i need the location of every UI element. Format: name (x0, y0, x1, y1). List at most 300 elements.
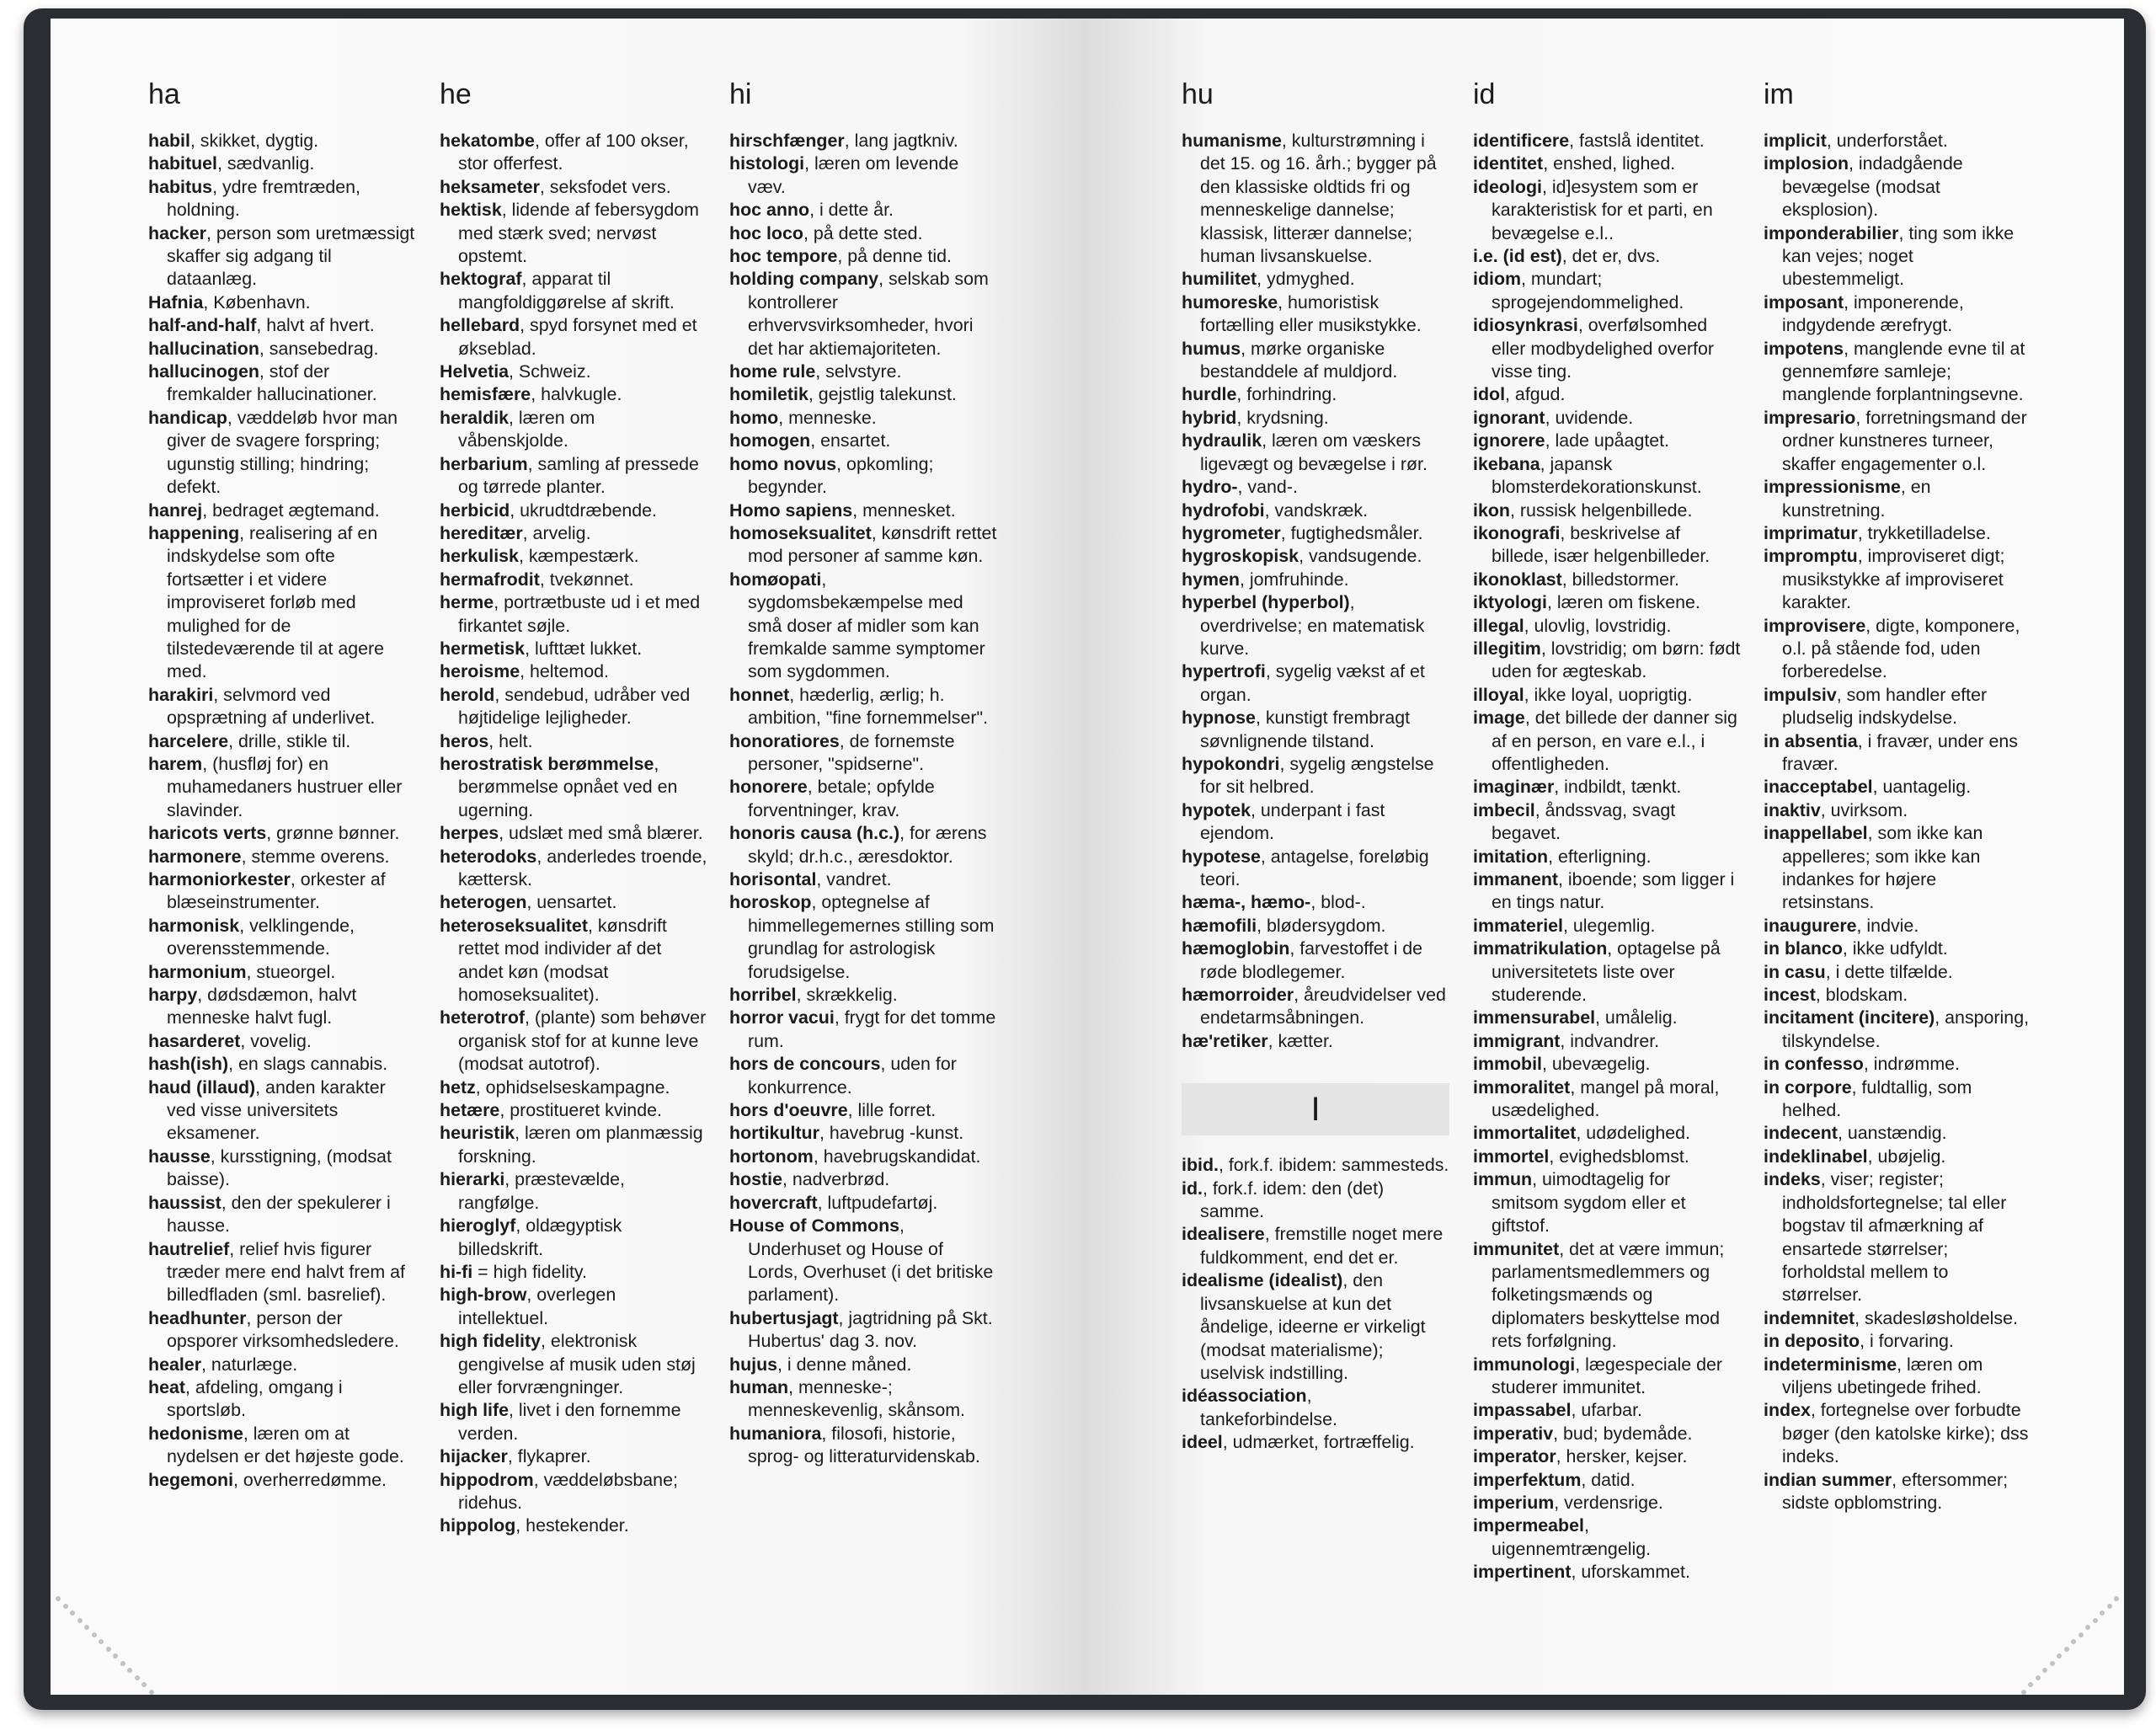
entry-term: illegitim (1473, 638, 1541, 659)
entry-term: hujus (729, 1354, 778, 1375)
entry-list (1473, 130, 1741, 1584)
entry-definition: , en slags cannabis. (228, 1054, 388, 1075)
dictionary-entry (1182, 846, 1449, 892)
entry-term: inaugurere (1764, 915, 1857, 936)
entry-definition: , digte, komponere, o.l. på stående fod, uden forberedelse. (1782, 615, 2020, 682)
entry-definition: , ubøjelig. (1867, 1146, 1946, 1167)
stitch-dot (2042, 1668, 2047, 1673)
dictionary-entry (1764, 937, 2031, 960)
entry-term: indemnitet (1764, 1307, 1855, 1328)
entry-definition: , vandsugende. (1299, 546, 1422, 567)
entry-definition: , datid. (1581, 1469, 1636, 1490)
dictionary-entry (148, 822, 416, 845)
dictionary-entry (1764, 476, 2031, 522)
dictionary-entry (1764, 152, 2031, 222)
entry-definition: , orkester af blæseinstrumenter. (167, 869, 386, 913)
dictionary-entry (440, 407, 707, 453)
dictionary-entry (1182, 1030, 1449, 1053)
entry-term: identificere (1473, 131, 1570, 151)
entry-term: human (729, 1376, 789, 1397)
dictionary-entry (1473, 707, 1741, 776)
entry-term: index (1764, 1400, 1811, 1421)
dictionary-entry (1182, 338, 1449, 384)
entry-term: herbicid (440, 499, 510, 521)
entry-definition: , læren om levende væv. (748, 153, 959, 197)
entry-definition: , åndssvag, svagt begavet. (1492, 799, 1676, 844)
dictionary-entry (1182, 660, 1449, 707)
entry-term: handicap (148, 407, 227, 428)
entry-term: honoratiores (729, 730, 840, 751)
entry-definition: , fork.f. idem: den (det) samme. (1200, 1178, 1385, 1222)
dictionary-entry (1764, 1076, 2031, 1123)
entry-definition: , sygelig ængstelse for sit helbred. (1200, 753, 1434, 798)
entry-term: immobil (1473, 1054, 1543, 1075)
entry-term: hortikultur (729, 1123, 819, 1144)
dictionary-entry (1182, 1178, 1449, 1224)
entry-term: hæ'retiker (1182, 1030, 1268, 1051)
entry-definition: , stueorgel. (246, 961, 336, 982)
left-page (51, 19, 1085, 1695)
entry-term: hi-fi (440, 1261, 473, 1282)
dictionary-entry (1764, 822, 2031, 915)
entry-term: humilitet (1182, 269, 1257, 290)
entry-definition: , ukrudtdræbende. (510, 499, 658, 521)
entry-term: imprimatur (1764, 522, 1858, 543)
entry-term: ideel (1182, 1432, 1223, 1453)
dictionary-entry (1473, 1122, 1741, 1145)
dictionary-entry (148, 1146, 416, 1192)
entry-definition: , ulegemlig. (1563, 915, 1656, 936)
dictionary-entry (440, 730, 707, 753)
entry-definition: , imponerende, indgydende ærefrygt. (1782, 291, 1964, 336)
entry-term: hallucination (148, 338, 259, 359)
entry-definition: , billedstormer. (1561, 569, 1679, 590)
dictionary-entry (1764, 1330, 2031, 1353)
dictionary-entry (148, 961, 416, 984)
dictionary-entry (1473, 1354, 1741, 1400)
dictionary-entry (729, 984, 997, 1007)
entry-term: hostie (729, 1169, 782, 1190)
entry-definition: , ikke loyal, uoprigtig. (1524, 684, 1693, 705)
entry-list (148, 130, 416, 1492)
entry-definition: , japansk blomsterdekorationskunst. (1492, 453, 1702, 498)
dictionary-entry (1473, 1469, 1741, 1492)
dictionary-entry (148, 152, 416, 175)
entry-term: humaniora (729, 1423, 822, 1444)
entry-definition: , læren om viljens ubetingede frihed. (1782, 1354, 1983, 1397)
entry-definition: , Underhuset og House of Lords, Overhuset (i det britiske parlament). (748, 1215, 994, 1306)
entry-definition: , åreudvidelser ved endetarmsåbningen. (1200, 985, 1446, 1028)
entry-definition: , farvestoffet i de røde blodlegemer. (1200, 938, 1423, 982)
entry-definition: , skadesløsholdelse. (1854, 1307, 2018, 1328)
dictionary-entry (729, 499, 997, 522)
right-page (1085, 19, 2124, 1695)
entry-definition: , hersker, kejser. (1556, 1446, 1688, 1467)
dictionary-entry (1182, 915, 1449, 937)
dictionary-entry (440, 1122, 707, 1168)
entry-term: ignorere (1473, 430, 1545, 451)
dictionary-entry (1473, 1561, 1741, 1584)
dictionary-entry (1473, 152, 1741, 175)
entry-definition: , seksfodet vers. (539, 176, 671, 197)
entry-term: hæmoglobin (1182, 938, 1290, 959)
dictionary-entry (440, 846, 707, 892)
entry-term: homo novus (729, 453, 837, 474)
entry-term: ikonoklast (1473, 569, 1562, 590)
entry-definition: , læren om fiskene. (1546, 592, 1700, 613)
stitch-dot (127, 1668, 132, 1673)
entry-definition: , i dette år. (809, 200, 894, 221)
entry-term: immun (1473, 1169, 1533, 1190)
entry-definition: , blodskam. (1815, 985, 1908, 1006)
entry-list (1182, 130, 1449, 1053)
entry-term: hydro- (1182, 477, 1238, 498)
dictionary-entry (440, 591, 707, 638)
entry-definition: , menneske. (778, 407, 877, 428)
entry-term: ikebana (1473, 453, 1540, 474)
stitch-dot (92, 1632, 97, 1637)
entry-term: identitet (1473, 153, 1544, 174)
entry-definition: , indrømme. (1863, 1054, 1960, 1075)
dictionary-entry (440, 684, 707, 730)
entry-term: honnet (729, 684, 790, 705)
entry-term: harakiri (148, 684, 214, 705)
dictionary-entry (729, 569, 997, 684)
dictionary-entry (1182, 407, 1449, 430)
entry-definition: , menneske-; menneskevenlig, skånsom. (748, 1376, 966, 1421)
dictionary-entry (148, 1076, 416, 1146)
dictionary-entry (440, 1099, 707, 1122)
column-hi (729, 77, 997, 1469)
entry-term: hæmofili (1182, 915, 1257, 936)
entry-definition: , vandskræk. (1264, 499, 1369, 521)
entry-term: hygroskopisk (1182, 546, 1299, 567)
entry-definition: , i fravær, under ens fravær. (1782, 730, 2018, 774)
dictionary-entry (1473, 268, 1741, 314)
dictionary-entry (148, 1307, 416, 1354)
entry-term: inacceptabel (1764, 777, 1873, 798)
entry-term: ikon (1473, 499, 1510, 521)
dictionary-entry (1182, 1269, 1449, 1385)
entry-term: imaginær (1473, 777, 1555, 798)
entry-definition: , udslæt med små blærer. (499, 823, 703, 844)
entry-definition: , kæmpestærk. (518, 546, 639, 567)
dictionary-entry (1182, 430, 1449, 476)
dictionary-entry (148, 1354, 416, 1376)
entry-term: home rule (729, 361, 816, 382)
dictionary-entry (1182, 383, 1449, 406)
dictionary-entry (1182, 1431, 1449, 1454)
entry-definition: , væddeløbsbane; ridehus. (458, 1469, 678, 1513)
entry-definition: , vandret. (816, 869, 892, 889)
dictionary-entry (1182, 753, 1449, 799)
entry-term: Hafnia (148, 291, 204, 312)
dictionary-entry (440, 361, 707, 383)
entry-definition: , afdeling, omgang i sportsløb. (167, 1376, 343, 1421)
entry-definition: , uforskammet. (1571, 1562, 1690, 1583)
stitch-dot (70, 1610, 75, 1616)
dictionary-entry (440, 915, 707, 1007)
dictionary-entry (1764, 130, 2031, 152)
dictionary-entry (1473, 569, 1741, 591)
dictionary-entry (1764, 1399, 2031, 1468)
entry-term: herpes (440, 823, 499, 844)
entry-definition: , fremstille noget mere fuldkomment, end det er. (1200, 1224, 1444, 1268)
entry-term: hellebard (440, 315, 520, 336)
entry-term: inappellabel (1764, 823, 1868, 844)
entry-definition: , id]esystem som er karakteristisk for et parti, en bevægelse e.l.. (1492, 176, 1713, 243)
dictionary-entry (440, 453, 707, 499)
entry-term: imperium (1473, 1492, 1555, 1513)
entry-definition: , selvmord ved opsprætning af underlivet. (167, 684, 376, 729)
entry-term: humanisme (1182, 131, 1282, 151)
entry-term: herme (440, 592, 494, 613)
dictionary-entry (1473, 1423, 1741, 1445)
dictionary-entry (729, 776, 997, 822)
entry-term: high-brow (440, 1285, 527, 1306)
dictionary-entry (148, 1238, 416, 1307)
entry-definition: , luftpudefartøj. (817, 1192, 938, 1213)
entry-definition: , ikke udfyldt. (1842, 938, 1948, 959)
entry-term: immanent (1473, 869, 1559, 889)
entry-term: imperfektum (1473, 1469, 1582, 1490)
dictionary-entry (1473, 846, 1741, 868)
dictionary-entry (729, 361, 997, 383)
entry-term: immigrant (1473, 1030, 1561, 1051)
entry-definition: = high fidelity. (472, 1261, 587, 1282)
dictionary-entry (148, 730, 416, 753)
entry-definition: , optegnelse af himmellegemernes stilling som grundlag for astrologisk forudsigelse. (748, 892, 995, 982)
entry-definition: , antagelse, foreløbig teori. (1200, 846, 1429, 889)
stitch-dot (120, 1661, 125, 1666)
entry-definition: , prostitueret kvinde. (499, 1100, 662, 1121)
entry-term: indeterminisme (1764, 1354, 1897, 1375)
dictionary-entry (148, 361, 416, 407)
entry-term: immortalitet (1473, 1123, 1577, 1144)
stitch-dot (2071, 1639, 2076, 1644)
entry-definition: , København. (203, 291, 311, 312)
column-id (1473, 77, 1741, 1584)
entry-definition: , enshed, lighed. (1543, 153, 1676, 174)
entry-definition: , det billede der danner sig af en person, en vare e.l., i offentligheden. (1492, 708, 1737, 774)
entry-definition: , sygelig vækst af et organ. (1200, 661, 1425, 705)
entry-definition: , (plante) som behøver organisk stof for at kunne leve (modsat autotrof). (458, 1007, 707, 1075)
stitch-dot (2028, 1682, 2033, 1687)
entry-definition: , ulovlig, lovstridig. (1524, 615, 1672, 636)
entry-term: heteroseksualitet (440, 915, 588, 936)
entry-definition: , flykaprer. (507, 1446, 591, 1467)
dictionary-entry (148, 1376, 416, 1423)
entry-definition: , filosofi, historie, sprog- og litteraturvidenskab. (748, 1423, 980, 1467)
entry-definition: , udødelighed. (1576, 1123, 1690, 1144)
entry-definition: , uvidende. (1545, 407, 1634, 428)
stitch-dot (141, 1682, 147, 1687)
entry-term: hortonom (729, 1146, 814, 1167)
entry-term: hæma-, hæmo- (1182, 892, 1311, 913)
entry-definition: , underforstået. (1826, 131, 1948, 151)
entry-definition: , uantagelig. (1872, 777, 1972, 798)
entry-term: indeks (1764, 1169, 1821, 1190)
entry-definition: , kønsdrift rettet mod individer af det andet køn (modsat homoseksualitet). (458, 915, 667, 1006)
entry-definition: , Schweiz. (509, 361, 591, 382)
dictionary-entry (1473, 499, 1741, 522)
entry-term: impermeabel (1473, 1515, 1584, 1536)
entry-definition: , eftersommer; sidste opblomstring. (1782, 1469, 2009, 1513)
entry-term: hermetisk (440, 638, 526, 659)
entry-term: impertinent (1473, 1562, 1572, 1583)
entry-term: hypotek (1182, 799, 1251, 820)
entry-term: immortel (1473, 1146, 1550, 1167)
entry-term: implosion (1764, 153, 1849, 174)
dictionary-entry (1182, 891, 1449, 914)
entry-definition: , hæderlig, ærlig; h. ambition, "fine fornemmelser". (748, 684, 989, 729)
stitch-dot (2057, 1653, 2062, 1659)
entry-definition: , kursstigning, (modsat baisse). (167, 1146, 392, 1190)
dictionary-entry (1764, 407, 2031, 476)
dictionary-entry (1764, 1307, 2031, 1330)
entry-definition: , stof der fremkalder hallucinationer. (167, 361, 377, 405)
dictionary-entry (148, 1469, 416, 1492)
entry-definition: , lufttæt lukket. (525, 638, 643, 659)
dictionary-entry (440, 176, 707, 199)
column-heading: hi (729, 78, 752, 110)
entry-term: impressionisme (1764, 477, 1901, 498)
entry-term: heterodoks (440, 846, 537, 867)
dictionary-entry (1182, 1385, 1449, 1431)
entry-term: herbarium (440, 453, 528, 474)
stitch-dot (2079, 1632, 2084, 1637)
dictionary-entry (729, 245, 997, 268)
entry-term: honorere (729, 777, 808, 798)
entry-definition: , trykketilladelse. (1857, 522, 1991, 543)
dictionary-entry (440, 522, 707, 545)
stitch-dot (99, 1639, 104, 1644)
dictionary-entry (1473, 314, 1741, 383)
entry-definition: , den livsanskuelse at kun det åndelige, ideerne er virkeligt (modsat materialisme); uselvisk indstilling. (1200, 1270, 1426, 1383)
entry-definition: , mundart; sprogejendommelighed. (1492, 269, 1684, 312)
dictionary-entry (440, 499, 707, 522)
stitch-dot (113, 1653, 118, 1659)
entry-definition: , drille, stikle til. (228, 730, 351, 751)
entry-definition: , ufarbar. (1571, 1400, 1642, 1421)
entry-definition: , selvstyre. (815, 361, 902, 382)
entry-term: hovercraft (729, 1192, 818, 1213)
entry-term: impassabel (1473, 1400, 1572, 1421)
entry-term: hacker (148, 222, 206, 243)
dictionary-entry (1473, 522, 1741, 569)
dictionary-entry (1473, 684, 1741, 707)
entry-term: hors de concours (729, 1054, 881, 1075)
entry-definition: , uigennemtrængelig. (1492, 1515, 1652, 1559)
entry-definition: , ydre fremtræden, holdning. (167, 176, 361, 221)
dictionary-entry (729, 1099, 997, 1122)
entry-term: in corpore (1764, 1076, 1852, 1098)
stitch-dot (2085, 1625, 2090, 1630)
entry-term: homiletik (729, 384, 808, 405)
dictionary-entry (729, 453, 997, 499)
entry-term: heksameter (440, 176, 540, 197)
dictionary-entry (1473, 615, 1741, 638)
dictionary-entry (1182, 291, 1449, 338)
entry-definition: , humoristisk fortælling eller musikstykke. (1200, 291, 1422, 336)
dictionary-entry (1473, 799, 1741, 846)
entry-definition: , realisering af en indskydelse som ofte fortsætter i et videre improviseret forløb med mulighed for de tilstedeværende til at agere med. (167, 522, 385, 682)
dictionary-entry (729, 822, 997, 868)
entry-definition: , indvandrer. (1560, 1030, 1660, 1051)
entry-definition: , havebrug -kunst. (819, 1123, 964, 1144)
entry-term: horribel (729, 985, 797, 1006)
entry-definition: , lægespeciale der studerer immunitet. (1492, 1354, 1722, 1397)
entry-term: hallucinogen (148, 361, 259, 382)
stitch-dot (2107, 1604, 2112, 1609)
entry-definition: , manglende evne til at gennemføre samleje; manglende forplantningsevne. (1782, 338, 2025, 405)
dictionary-entry (1764, 338, 2031, 407)
dictionary-entry (729, 130, 997, 152)
dictionary-entry (1182, 937, 1449, 984)
entry-term: hippolog (440, 1515, 516, 1536)
entry-term: improvisere (1764, 615, 1866, 636)
dictionary-entry (1764, 291, 2031, 338)
entry-term: impresario (1764, 407, 1856, 428)
column-heading: ha (148, 78, 180, 110)
entry-term: hereditær (440, 522, 523, 543)
entry-definition: , uvirksom. (1820, 799, 1908, 820)
entry-term: homogen (729, 430, 811, 451)
entry-term: hekatombe (440, 131, 535, 151)
entry-definition: , viser; register; indholdsfortegnelse; tal eller bogstav til afmærkning af ensartede størrelser; forholdstal mellem to størrelser. (1782, 1169, 2007, 1306)
column-im (1764, 77, 2031, 1514)
entry-term: harmonium (148, 961, 247, 982)
entry-term: imbecil (1473, 799, 1535, 820)
entry-term: hypotese (1182, 846, 1261, 867)
entry-term: hoc tempore (729, 246, 838, 267)
entry-definition: , i forvaring. (1860, 1331, 1954, 1352)
entry-definition: , for ærens skyld; dr.h.c., æresdoktor. (748, 823, 987, 867)
dictionary-entry (440, 753, 707, 822)
dictionary-entry (148, 222, 416, 291)
entry-term: hygrometer (1182, 522, 1281, 543)
entry-definition: , russisk helgenbillede. (1509, 499, 1693, 521)
column-heading: he (440, 78, 472, 110)
dictionary-entry (729, 383, 997, 406)
entry-term: horisontal (729, 869, 817, 889)
dictionary-entry (729, 1122, 997, 1145)
stitch-dot (63, 1604, 68, 1609)
entry-term: hemisfære (440, 384, 531, 405)
entry-term: hydrofobi (1182, 499, 1265, 521)
dictionary-entry (1473, 407, 1741, 430)
entry-term: humus (1182, 338, 1241, 359)
entry-definition: , fork.f. ibidem: sammesteds. (1218, 1155, 1449, 1176)
dictionary-entry (729, 1376, 997, 1423)
dictionary-entry (440, 545, 707, 568)
dictionary-entry (1764, 615, 2031, 684)
dictionary-entry (1473, 937, 1741, 1007)
dictionary-entry (729, 1007, 997, 1053)
dictionary-entry (440, 268, 707, 314)
dictionary-entry (148, 1030, 416, 1053)
entry-term: hijacker (440, 1446, 508, 1467)
entry-definition: , fugtighedsmåler. (1280, 522, 1423, 543)
entry-term: histologi (729, 153, 805, 174)
dictionary-entry (729, 1192, 997, 1215)
dictionary-entry (440, 1399, 707, 1445)
entry-definition: , halvt af hvert. (256, 315, 375, 336)
entry-term: harem (148, 753, 203, 774)
entry-list (1764, 130, 2031, 1514)
entry-term: hanrej (148, 499, 203, 521)
entry-term: illegal (1473, 615, 1524, 636)
